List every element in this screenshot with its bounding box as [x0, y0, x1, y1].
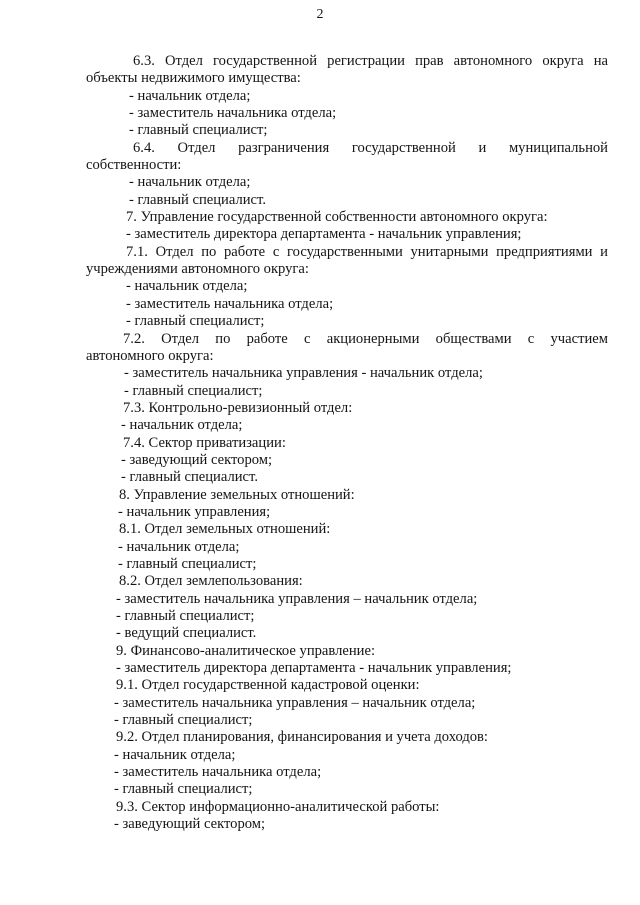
document-line: 7.1. Отдел по работе с государственными унитарными предприятиями и [126, 243, 608, 260]
list-item: - заведующий сектором; [121, 451, 273, 468]
list-item: - начальник отдела; [121, 417, 243, 434]
document-body [86, 53, 608, 833]
document-line: учреждениями автономного округа: [86, 261, 309, 278]
list-item: - начальник отдела; [114, 746, 236, 763]
document-line: 9. Финансово-аналитическое управление: [116, 642, 376, 659]
list-item: - заместитель начальника отдела; [129, 105, 337, 122]
document-line: 8. Управление земельных отношений: [119, 486, 355, 503]
document-line: 6.3. Отдел государственной регистрации прав автономного округа на [133, 53, 608, 69]
list-item: - начальник отдела; [126, 278, 248, 295]
document-line: 7.4. Сектор приватизации: [123, 434, 286, 451]
page-number: 2 [316, 7, 324, 22]
list-item: - заместитель начальника управления – начальник отдела; [116, 590, 478, 607]
list-item: - заместитель начальника отдела; [126, 295, 334, 312]
document-line: 7.3. Контрольно-ревизионный отдел: [123, 399, 353, 416]
document-line: 7. Управление государственной собственности автономного округа: [126, 209, 548, 226]
list-item: - начальник управления; [118, 503, 271, 520]
list-item: - заместитель начальника отдела; [114, 764, 322, 781]
list-item: - главный специалист. [129, 191, 266, 208]
list-item: - заместитель директора департамента - начальник управления; [116, 660, 512, 677]
list-item: - заместитель начальника управления - начальник отдела; [124, 365, 483, 382]
list-item: - главный специалист; [114, 781, 253, 798]
list-item: - заведующий сектором; [114, 816, 266, 833]
document-line: 7.2. Отдел по работе с акционерными обществами с участием [123, 330, 608, 347]
list-item: - главный специалист. [121, 469, 258, 486]
document-line: 9.2. Отдел планирования, финансирования и учета доходов: [116, 729, 488, 746]
list-item: - главный специалист; [129, 122, 268, 139]
document-line: автономного округа: [86, 347, 214, 364]
list-item: - заместитель начальника управления – начальник отдела; [114, 694, 476, 711]
document-line: 8.2. Отдел землепользования: [119, 573, 303, 590]
list-item: - начальник отдела; [118, 538, 240, 555]
document-line: собственности: [86, 157, 182, 174]
document-line: 6.4. Отдел разграничения государственной и муниципальной [133, 139, 608, 156]
list-item: - заместитель директора департамента - начальник управления; [126, 226, 522, 243]
list-item: - начальник отдела; [129, 87, 251, 104]
list-item: - главный специалист; [118, 555, 257, 572]
document-line: объекты недвижимого имущества: [86, 70, 301, 87]
document-line: 9.1. Отдел государственной кадастровой оценки: [116, 677, 420, 694]
list-item: - главный специалист; [116, 608, 255, 624]
list-item: - ведущий специалист. [116, 625, 257, 642]
list-item: - начальник отдела; [129, 174, 251, 191]
list-item: - главный специалист; [126, 313, 265, 330]
list-item: - главный специалист; [114, 712, 253, 729]
document-line: 9.3. Сектор информационно-аналитической работы: [116, 798, 440, 815]
document-line: 8.1. Отдел земельных отношений: [119, 521, 331, 538]
list-item: - главный специалист; [124, 382, 263, 399]
